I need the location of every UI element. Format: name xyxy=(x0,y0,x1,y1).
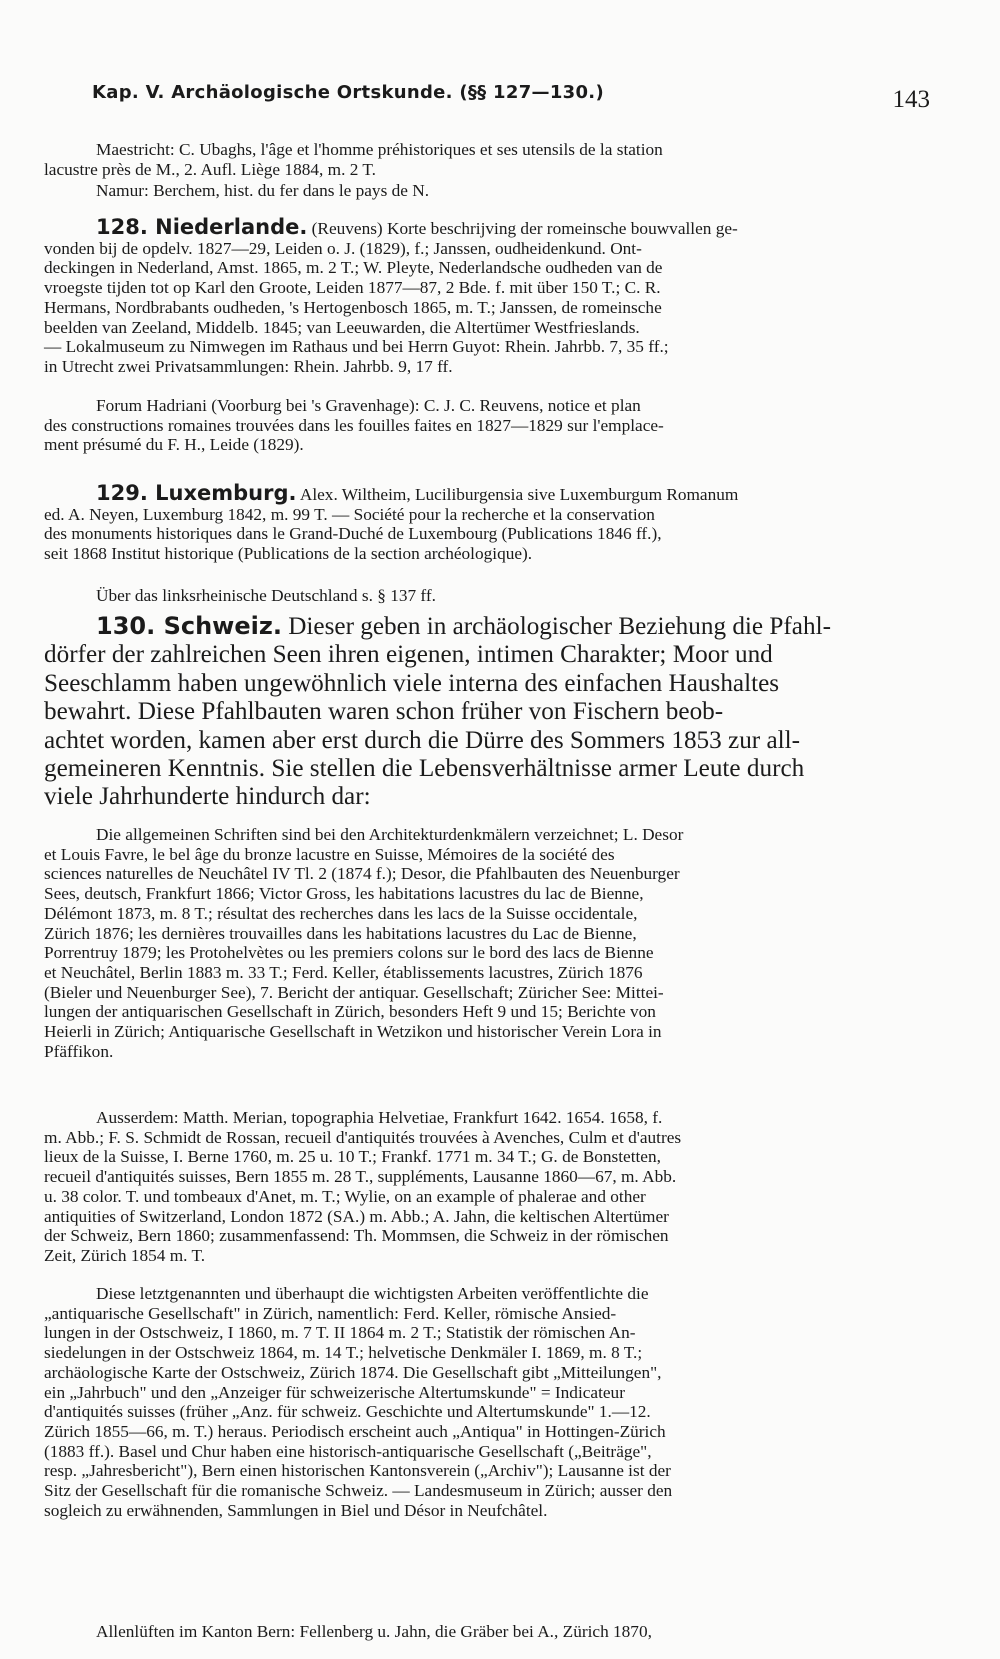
section-128 xyxy=(44,215,930,377)
section-heading-128: 128. Niederlande. xyxy=(96,215,308,239)
paragraph-ausserdem: Ausserdem: Matth. Merian, topographia Helvetiae, Frankfurt 1642. 1654. 1658, f. m. Abb.; F. S. Schmidt de Rossan, recueil d'antiquités trouvées à Avenches, Culm et d'autres lieux de la Suisse, I. Berne 1760, m. 25 u. 10 T.; Frankf. 1771 m. 34 T.; G. de Bonstetten, recueil d'antiquités suisses, Bern 1855 m. 28 T., suppléments, Lausanne 1860—67, m. Abb. u. 38 color. T. und tombeaux d'Anet, m. T.; Wylie, on an example of phalerae and other antiquities of Switzerland, London 1872 (SA.) m. Abb.; A. Jahn, die keltischen Altertümer der Schweiz, Bern 1860; zusammenfassend: Th. Mommsen, die Schweiz in der römischen Zeit, Zürich 1854 m. T. xyxy=(44,1108,682,1265)
section-text-128: (Reuvens) Korte beschrijving der romeinsche bouwvallen ge- vonden bij de opdelv. 1827—29, Leiden o. J. (1829), f.; Janssen, oudheidenkund. Ont- deckingen in Nederland, Amst. 1865, m. 2 T.; W. Pleyte, Nederlandsche oudheden van de vroegste tijden tot op Karl den Groote, Leiden 1877—87, 2 Bde. f. mit über 150 T.; C. R. Hermans, Nordbrabants oudheden, 's Hertogenbosch 1865, m. T.; Janssen, de romeinsche beelden van Zeeland, Middelb. 1845; van Leeuwarden, die Altertümer Westfrieslands. — Lokalmuseum zu Nimwegen im Rathaus und bei Herrn Guyot: Rhein. Jahrbb. 7, 35 ff.; in Utrecht zwei Privatsammlungen: Rhein. Jahrbb. 9, 17 ff. xyxy=(44,219,738,376)
section-heading-130: 130. Schweiz. xyxy=(96,612,282,640)
paragraph-namur: Namur: Berchem, hist. du fer dans le pays de N. xyxy=(96,181,430,200)
paragraph-forum-hadriani: Forum Hadriani (Voorburg bei 's Gravenhage): C. J. C. Reuvens, notice et plan des constructions romaines trouvées dans les fouilles faites en 1827—1829 sur l'emplace- ment présumé du F. H., Leide (1829). xyxy=(44,396,664,455)
section-heading-129: 129. Luxemburg. xyxy=(96,481,297,505)
running-header xyxy=(40,78,930,118)
paragraph-allgemeine-schriften: Die allgemeinen Schriften sind bei den Architekturdenkmälern verzeichnet; L. Desor et Louis Favre, le bel âge du bronze lacustre en Suisse, Mémoires de la société des sciences naturelles de Neuchâtel IV Tl. 2 (1874 f.); Desor, die Pfahlbauten des Neuenburger Sees, deutsch, Frankfurt 1866; Victor Gross, les habitations lacustres du lac de Bienne, Délémont 1873, m. 8 T.; résultat des recherches dans les lacs de la Suisse occidentale, Zürich 1876; les dernières trouvailles dans les habitations lacustres du Lac de Bienne, Porrentruy 1879; les Protohelvètes ou les premiers colons sur le bord des lacs de Bienne et Neuchâtel, Berlin 1883 m. 33 T.; Ferd. Keller, établissements lacustres, Zürich 1876 (Bieler und Neuenburger See), 7. Bericht der antiquar. Gesellschaft; Züricher See: Mittei- lungen der antiquarischen Gesellschaft in Zürich, besonders Heft 9 und 15; Berichte von Heierli in Zürich; Antiquarische Gesellschaft in Wetzikon und historischer Verein Lora in Pfäffikon. xyxy=(44,825,684,1061)
chapter-title: Kap. V. Archäologische Ortskunde. (§§ 127—130.) xyxy=(92,82,604,103)
section-129 xyxy=(44,481,930,564)
page-number: 143 xyxy=(892,86,930,113)
paragraph-allenlueften: Allenlüften im Kanton Bern: Fellenberg u. Jahn, die Gräber bei A., Zürich 1870, xyxy=(96,1622,652,1641)
section-text-130: Dieser geben in archäologischer Beziehung die Pfahl- dörfer der zahlreichen Seen ihren eigenen, intimen Charakter; Moor und Seeschlamm haben ungewöhnlich viele interna des einfachen Haushaltes bewahrt. Diese Pfahlbauten waren schon früher von Fischern beob- achtet worden, kamen aber erst durch die Dürre des Sommers 1853 zur all- gemeineren Kenntnis. Sie stellen die Lebensverhältnisse armer Leute durch viele Jahrhunderte hindurch dar: xyxy=(44,613,831,811)
section-text-129: Alex. Wiltheim, Luciliburgensia sive Luxemburgum Romanum ed. A. Neyen, Luxemburg 1842, m. 99 T. — Société pour la recherche et la conservation des monuments historiques dans le Grand-Duché de Luxembourg (Publications 1846 ff.), seit 1868 Institut historique (Publications de la section archéologique). xyxy=(44,485,739,564)
section-130 xyxy=(44,612,930,812)
paragraph-linksrheinisch: Über das linksrheinische Deutschland s. § 137 ff. xyxy=(96,586,436,605)
paragraph-letztgenannten: Diese letztgenannten und überhaupt die wichtigsten Arbeiten veröffentlichte die „antiquarische Gesellschaft" in Zürich, namentlich: Ferd. Keller, römische Ansied- lungen in der Ostschweiz, I 1860, m. 7 T. II 1864 m. 2 T.; Statistik der römischen An- siedelungen in der Ostschweiz 1864, m. 14 T.; helvetische Denkmäler I. 1869, m. 8 T.; archäologische Karte der Ostschweiz, Zürich 1874. Die Gesellschaft gibt „Mitteilungen", ein „Jahrbuch" und den „Anzeiger für schweizerische Altertumskunde" = Indicateur d'antiquités suisses (früher „Anz. für schweiz. Geschichte und Altertumskunde" 1.—12. Zürich 1855—66, m. T.) heraus. Periodisch erscheint auch „Antiqua" in Hottingen-Zürich (1883 ff.). Basel und Chur haben eine historisch-antiquarische Gesellschaft („Beiträge", resp. „Jahresbericht"), Bern einen historischen Kantonsverein („Archiv"); Lausanne ist der Sitz der Gesellschaft für die romanische Schweiz. — Landesmuseum in Zürich; ausser den sogleich zu erwähnenden, Sammlungen in Biel und Désor in Neufchâtel. xyxy=(44,1284,673,1520)
paragraph-maestricht: Maestricht: C. Ubaghs, l'âge et l'homme préhistoriques et ses utensils de la station lacustre près de M., 2. Aufl. Liège 1884, m. 2 T. xyxy=(44,140,663,179)
